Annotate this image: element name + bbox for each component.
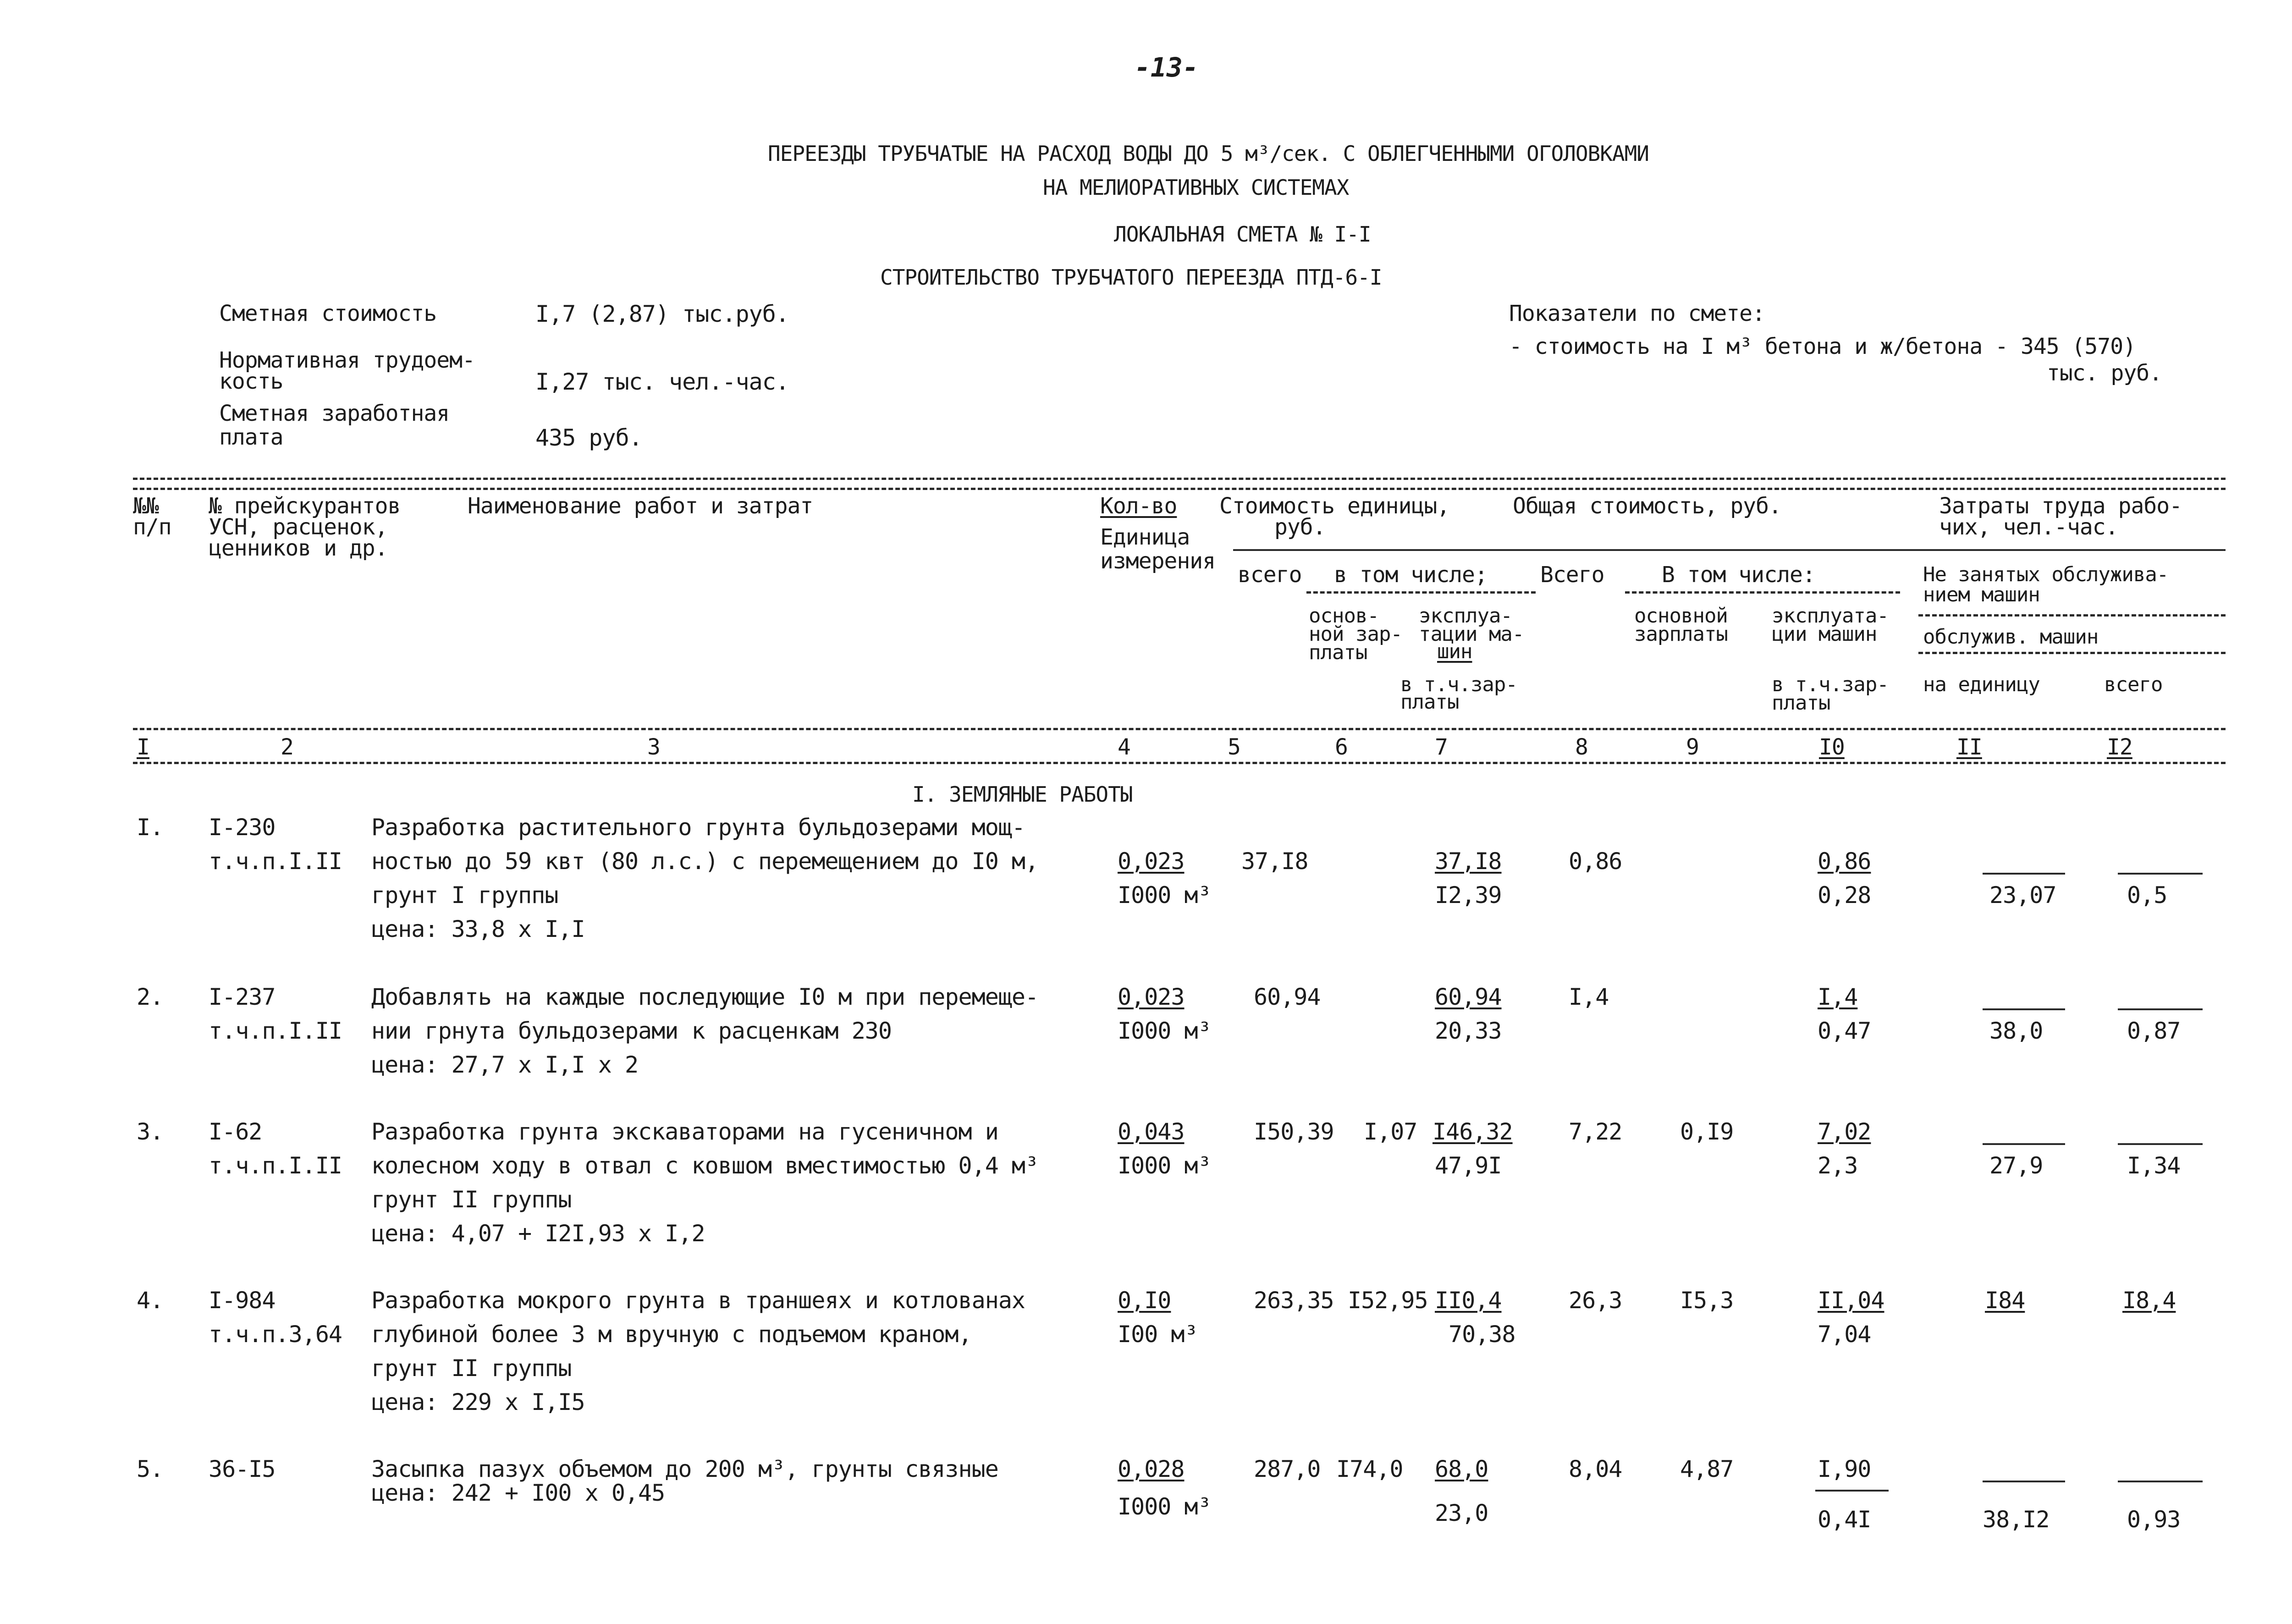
header-rule-subcols xyxy=(1233,549,2226,551)
row-c7b: 70,38 xyxy=(1449,1321,1515,1348)
row-c10: I,4 xyxy=(1818,984,1858,1010)
row-c12: I8,4 xyxy=(2122,1287,2176,1314)
row-c5: 287,0 xyxy=(1254,1456,1321,1482)
row-c12-rule xyxy=(2118,873,2203,875)
row-desc: грунт II группы xyxy=(371,1355,572,1382)
row-desc: Разработка растительного грунта бульдозерами мощ- xyxy=(371,814,1025,841)
summary-value-labor: I,27 тыс. чел.-час. xyxy=(535,369,789,395)
row-desc: нии грнута бульдозерами к расценкам 230 xyxy=(371,1018,892,1044)
header-incl: в том числе; xyxy=(1334,562,1488,588)
header-rule-incl xyxy=(1306,591,1536,594)
row-c10: 0,86 xyxy=(1818,848,1871,875)
header-inclwage2-1: в т.ч.зар- xyxy=(1772,673,1889,696)
page-number: -13- xyxy=(1135,52,1199,83)
col-number: 8 xyxy=(1575,734,1588,760)
row-c10b: 0,47 xyxy=(1818,1018,1871,1044)
header-machop2-2: ции машин xyxy=(1772,622,1877,646)
row-c7: 37,I8 xyxy=(1435,848,1502,875)
row-desc: цена: 229 x I,I5 xyxy=(371,1389,585,1415)
row-ref-2: т.ч.п.I.II xyxy=(209,1152,342,1179)
row-desc: ностью до 59 квт (80 л.с.) с перемещением до I0 м, xyxy=(371,848,1039,875)
col-number: 4 xyxy=(1118,734,1130,760)
row-c11: I84 xyxy=(1985,1287,2025,1314)
header-ref-3: ценников и др. xyxy=(209,535,388,561)
col-number: 5 xyxy=(1228,734,1240,760)
row-c7: 68,0 xyxy=(1435,1456,1488,1482)
row-c8: 7,22 xyxy=(1569,1118,1622,1145)
row-c10b: 2,3 xyxy=(1818,1152,1858,1179)
header-all2: всего xyxy=(2104,673,2163,696)
row-ref: I-230 xyxy=(209,814,275,841)
header-inclwage-1: в т.ч.зар- xyxy=(1400,673,1517,696)
indicators-title: Показатели по смете: xyxy=(1509,301,1765,326)
row-c7b: 20,33 xyxy=(1435,1018,1502,1044)
summary-label-cost: Сметная стоимость xyxy=(219,301,437,326)
summary-label-labor-1: Нормативная трудоем- xyxy=(219,347,475,373)
row-desc: цена: 4,07 + I2I,93 x I,2 xyxy=(371,1220,705,1247)
row-qty: 0,028 xyxy=(1118,1456,1185,1482)
header-inclwage-2: платы xyxy=(1400,690,1459,714)
row-c9: 0,I9 xyxy=(1680,1118,1734,1145)
header-incl2: В том числе: xyxy=(1662,562,1815,588)
row-desc: Добавлять на каждые последующие I0 м при перемеще- xyxy=(371,984,1039,1010)
summary-value-wage: 435 руб. xyxy=(535,424,642,451)
row-c11: 23,07 xyxy=(1989,882,2056,908)
header-ref-1: № прейскурантов xyxy=(209,493,401,519)
row-c7: II0,4 xyxy=(1435,1287,1502,1314)
title-line-2: НА МЕЛИОРАТИВНЫХ СИСТЕМАХ xyxy=(1043,175,1349,200)
header-labor-2: чих, чел.-час. xyxy=(1939,514,2118,540)
row-c7b: 47,9I xyxy=(1435,1152,1502,1179)
summary-value-cost: I,7 (2,87) тыс.руб. xyxy=(535,301,789,327)
header-labor-1: Затраты труда рабо- xyxy=(1939,493,2182,519)
header-machop-3: шин xyxy=(1437,640,1472,663)
row-c6: I,07 xyxy=(1364,1118,1417,1145)
row-ref: I-237 xyxy=(209,984,275,1010)
header-num-1: №№ xyxy=(133,493,159,519)
row-ref: 36-I5 xyxy=(209,1456,275,1482)
row-c12: 0,5 xyxy=(2127,882,2167,908)
summary-label-wage-2: плата xyxy=(219,424,283,450)
estimate-title: ЛОКАЛЬНАЯ СМЕТА № I-I xyxy=(1114,222,1371,247)
col-number: 3 xyxy=(647,734,660,760)
col-number: 6 xyxy=(1335,734,1348,760)
row-c11: 27,9 xyxy=(1989,1152,2043,1179)
row-c11-rule xyxy=(1983,1143,2065,1145)
row-c12-rule xyxy=(2118,1008,2203,1010)
row-c7b: 23,0 xyxy=(1435,1500,1488,1526)
row-c8: I,4 xyxy=(1569,984,1609,1010)
row-desc: грунт I группы xyxy=(371,882,558,908)
row-number: 3. xyxy=(137,1118,164,1145)
header-perunit: на единицу xyxy=(1923,673,2040,696)
row-c7b: I2,39 xyxy=(1435,882,1502,908)
row-c12: 0,93 xyxy=(2127,1506,2181,1533)
header-ref-2: УСН, расценок, xyxy=(209,514,388,540)
row-ref-2: т.ч.п.3,64 xyxy=(209,1321,342,1348)
row-number: 4. xyxy=(137,1287,164,1314)
table-top-rule-2 xyxy=(133,488,2226,490)
header-machop-2: тации ма- xyxy=(1419,622,1524,646)
row-qty: 0,I0 xyxy=(1118,1287,1171,1314)
row-c10-rule xyxy=(1815,1490,1889,1492)
table-top-rule xyxy=(133,478,2226,480)
row-c12-rule xyxy=(2118,1143,2203,1145)
row-desc: Разработка грунта экскаваторами на гусеничном и xyxy=(371,1118,998,1145)
header-all: всего xyxy=(1238,562,1302,588)
header-basewage2-1: основной xyxy=(1634,604,1728,628)
row-c10b: 7,04 xyxy=(1818,1321,1871,1348)
row-c11: 38,0 xyxy=(1989,1018,2043,1044)
row-desc: цена: 33,8 x I,I xyxy=(371,916,585,942)
row-c6: I52,95 xyxy=(1348,1287,1428,1314)
row-c10: I,90 xyxy=(1818,1456,1871,1482)
header-notengaged-2: нием машин xyxy=(1923,583,2040,606)
indicators-unit: тыс. руб. xyxy=(2047,360,2162,386)
header-total: Всего xyxy=(1540,562,1604,588)
row-c6: I74,0 xyxy=(1336,1456,1403,1482)
row-ref: I-984 xyxy=(209,1287,275,1314)
header-qty-2: Единица xyxy=(1100,524,1190,550)
header-totalcost: Общая стоимость, руб. xyxy=(1513,493,1781,519)
row-qty: 0,023 xyxy=(1118,848,1185,875)
row-desc: глубиной более 3 м вручную с подъемом краном, xyxy=(371,1321,972,1348)
header-basewage-3: платы xyxy=(1309,641,1367,664)
header-num-2: п/п xyxy=(133,514,171,540)
row-c12-rule xyxy=(2118,1481,2203,1482)
row-unit: I000 м³ xyxy=(1118,1018,1211,1044)
row-c5: I50,39 xyxy=(1254,1118,1334,1145)
header-rule-notengaged xyxy=(1918,614,2226,617)
title-line-1: ПЕРЕЕЗДЫ ТРУБЧАТЫЕ НА РАСХОД ВОДЫ ДО 5 м³/сек. С ОБЛЕГЧЕННЫМИ ОГОЛОВКАМИ xyxy=(768,141,1649,166)
row-c10: II,04 xyxy=(1818,1287,1884,1314)
header-unitcost-1: Стоимость единицы, xyxy=(1219,493,1450,519)
row-desc: грунт II группы xyxy=(371,1186,572,1213)
row-number: 5. xyxy=(137,1456,164,1482)
col-number: II xyxy=(1956,734,1982,760)
header-serv: обслужив. машин xyxy=(1923,625,2099,649)
col-number: 7 xyxy=(1435,734,1448,760)
row-c10b: 0,28 xyxy=(1818,882,1871,908)
row-qty: 0,043 xyxy=(1118,1118,1185,1145)
header-name: Наименование работ и затрат xyxy=(468,493,813,519)
row-c11-rule xyxy=(1983,1008,2065,1010)
row-c9: 4,87 xyxy=(1680,1456,1734,1482)
header-machop2-1: эксплуата- xyxy=(1772,604,1889,628)
header-machop-1: эксплуа- xyxy=(1419,604,1512,628)
col-number: I xyxy=(137,734,149,760)
row-ref-2: т.ч.п.I.II xyxy=(209,1018,342,1044)
row-c5: 37,I8 xyxy=(1241,848,1308,875)
col-number: 2 xyxy=(281,734,293,760)
header-notengaged-1: Не занятых обслужива- xyxy=(1923,563,2169,586)
row-c8: 26,3 xyxy=(1569,1287,1622,1314)
header-basewage-2: ной зар- xyxy=(1309,622,1402,646)
row-c8: 0,86 xyxy=(1569,848,1622,875)
header-basewage-1: основ- xyxy=(1309,604,1379,628)
row-desc: цена: 27,7 x I,I x 2 xyxy=(371,1051,639,1078)
row-c11-rule xyxy=(1983,1481,2065,1482)
header-rule-serv xyxy=(1918,652,2226,654)
row-desc: Разработка мокрого грунта в траншеях и котлованах xyxy=(371,1287,1025,1314)
row-unit: I000 м³ xyxy=(1118,1152,1211,1179)
summary-label-labor-2: кость xyxy=(219,369,283,394)
row-number: I. xyxy=(137,814,164,841)
row-c5: 60,94 xyxy=(1254,984,1321,1010)
row-c7: I46,32 xyxy=(1432,1118,1513,1145)
colnum-bottom-rule xyxy=(133,762,2226,764)
row-c11-rule xyxy=(1983,873,2065,875)
header-inclwage2-2: платы xyxy=(1772,691,1830,715)
row-desc: цена: 242 + I00 x 0,45 xyxy=(371,1480,665,1506)
col-number: I2 xyxy=(2107,734,2132,760)
row-c5: 263,35 xyxy=(1254,1287,1334,1314)
col-number: 9 xyxy=(1686,734,1699,760)
header-bottom-rule xyxy=(133,728,2226,730)
indicators-line: - стоимость на I м³ бетона и ж/бетона - 345 (570) xyxy=(1509,334,2136,359)
header-rule-incl2 xyxy=(1625,591,1900,594)
row-c7: 60,94 xyxy=(1435,984,1502,1010)
row-qty: 0,023 xyxy=(1118,984,1185,1010)
row-number: 2. xyxy=(137,984,164,1010)
row-c10b: 0,4I xyxy=(1818,1506,1871,1533)
col-number: I0 xyxy=(1819,734,1845,760)
row-ref: I-62 xyxy=(209,1118,262,1145)
row-desc: Засыпка пазух объемом до 200 м³, грунты связные xyxy=(371,1456,998,1482)
row-unit: I000 м³ xyxy=(1118,882,1211,908)
header-basewage2-2: зарплаты xyxy=(1634,622,1728,646)
row-desc: колесном ходу в отвал с ковшом вместимостью 0,4 м³ xyxy=(371,1152,1039,1179)
header-qty-1: Кол-во xyxy=(1100,493,1177,519)
row-c11: 38,I2 xyxy=(1983,1506,2050,1533)
estimate-subject: СТРОИТЕЛЬСТВО ТРУБЧАТОГО ПЕРЕЕЗДА ПТД-6-I xyxy=(880,265,1382,290)
row-ref-2: т.ч.п.I.II xyxy=(209,848,342,875)
header-unitcost-2: руб. xyxy=(1274,514,1326,540)
row-c12: I,34 xyxy=(2127,1152,2181,1179)
row-unit: I00 м³ xyxy=(1118,1321,1198,1348)
row-unit: I000 м³ xyxy=(1118,1493,1211,1520)
row-c8: 8,04 xyxy=(1569,1456,1622,1482)
row-c12: 0,87 xyxy=(2127,1018,2181,1044)
row-c9: I5,3 xyxy=(1680,1287,1734,1314)
section-title: I. ЗЕМЛЯНЫЕ РАБОТЫ xyxy=(912,782,1133,807)
summary-label-wage-1: Сметная заработная xyxy=(219,401,450,426)
header-qty-3: измерения xyxy=(1100,548,1216,574)
row-c10: 7,02 xyxy=(1818,1118,1871,1145)
